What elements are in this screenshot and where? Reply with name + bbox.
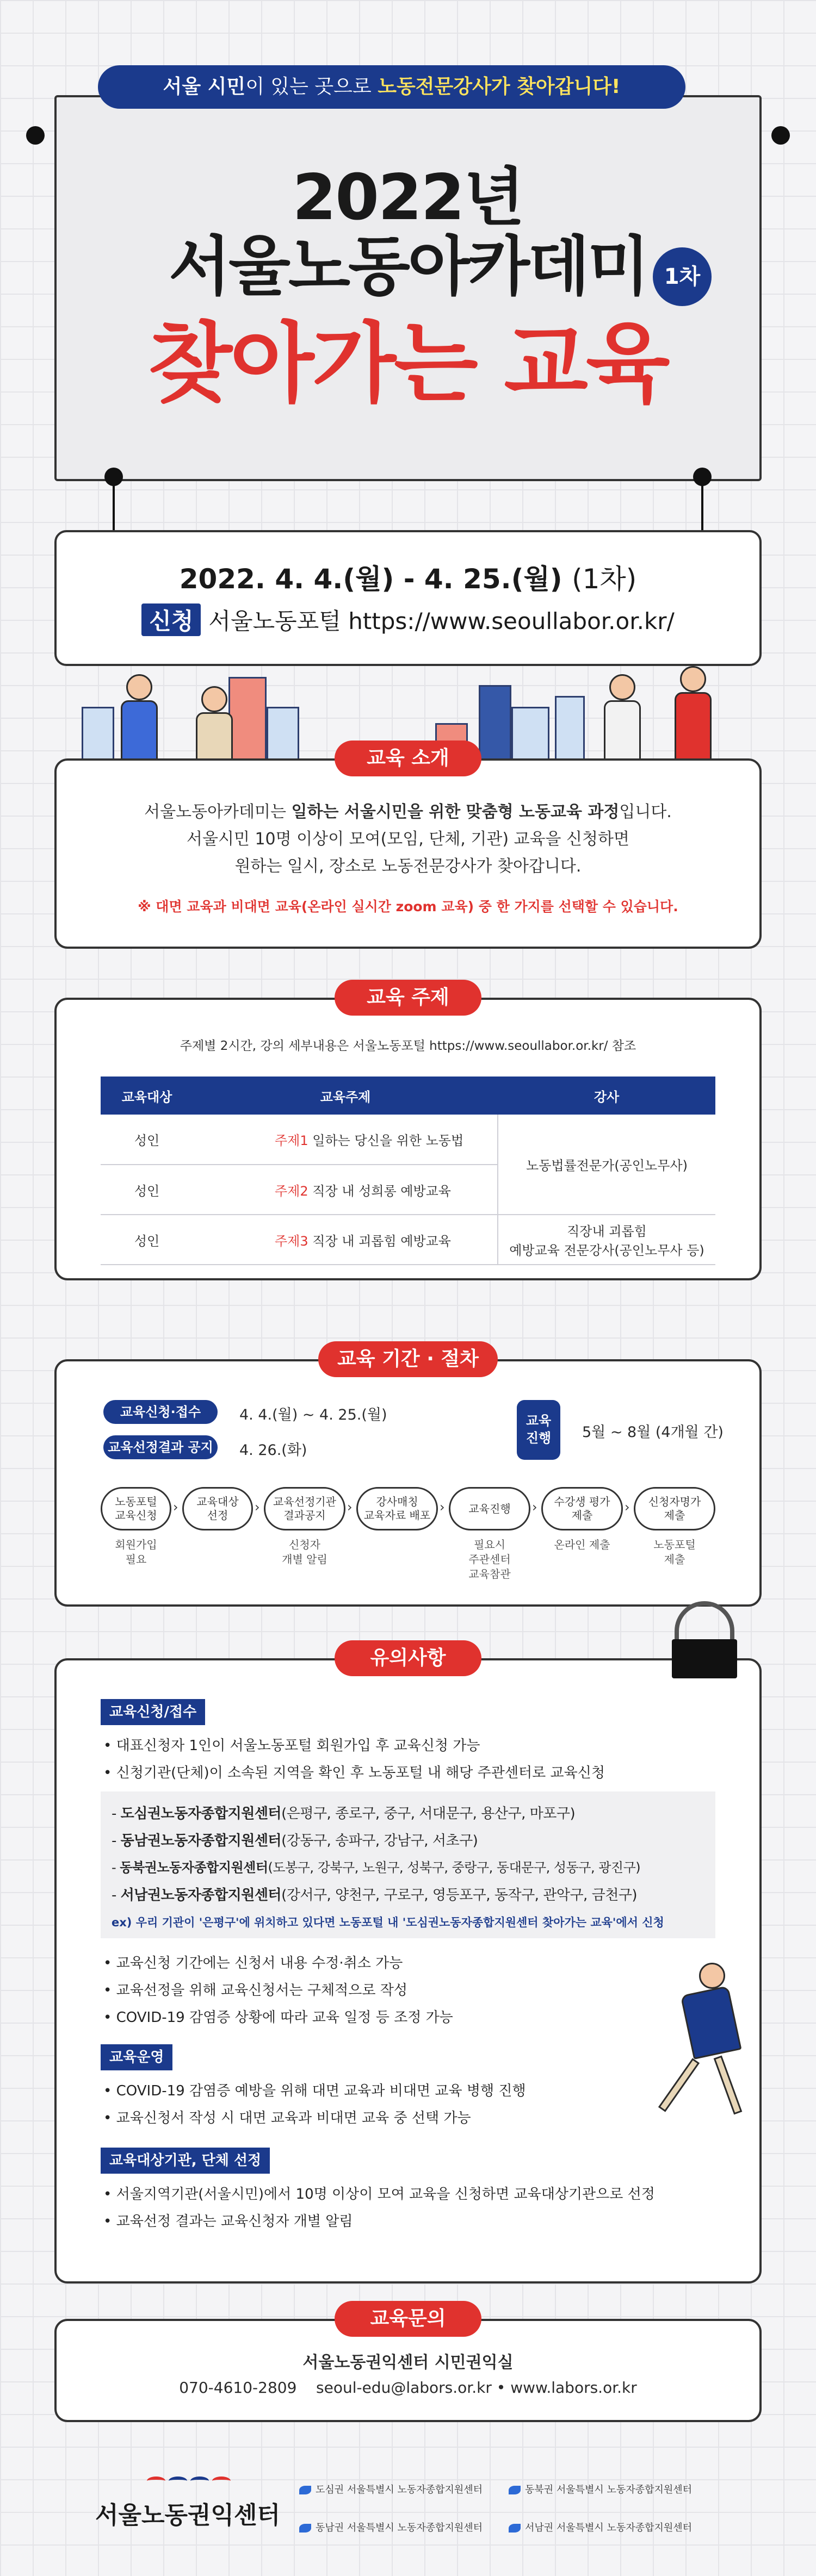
bullet: • 신청기관(단체)이 소속된 지역을 확인 후 노동포털 내 해당 주관센터로 교육신청 xyxy=(103,1765,605,1781)
center-item: - 서남권노동자종합지원센터(강서구, 양천구, 구로구, 영등포구, 동작구, 관악구, 금천구) xyxy=(112,1887,638,1903)
bullet: • 교육신청서 작성 시 대면 교육과 비대면 교육 중 선택 가능 xyxy=(103,2110,471,2126)
center-logo-dosim: 도심권 서울특별시 노동자종합지원센터 xyxy=(299,2482,483,2496)
apply-link[interactable]: 서울노동포털 https://www.seoullabor.or.kr/ xyxy=(208,608,675,634)
arrow-right-icon: › xyxy=(255,1499,260,1515)
pin-icon xyxy=(771,126,790,145)
pin-string xyxy=(701,484,703,533)
step-box: 교육진행 xyxy=(449,1487,530,1530)
topics-table xyxy=(101,1077,715,1265)
contact-org: 서울노동권익센터 시민권익실 xyxy=(302,2353,514,2372)
step-box: 강사매칭 교육자료 배포 xyxy=(356,1487,438,1530)
contact-title: 교육문의 xyxy=(335,2301,481,2337)
schedule-card xyxy=(54,1359,762,1607)
center-mark-icon xyxy=(509,2486,521,2494)
operation-subhead: 교육운영 xyxy=(101,2044,172,2070)
apply-line xyxy=(54,603,762,636)
period-card xyxy=(54,530,762,666)
person-icon xyxy=(609,674,635,700)
intro-line2: 서울시민 10명 이상이 모여(모임, 단체, 기관) 교육을 신청하면 xyxy=(187,830,629,849)
apply-period-value: 4. 4.(월) ~ 4. 25.(월) xyxy=(239,1407,387,1423)
footer-logo-text: 서울노동권익센터 xyxy=(95,2502,281,2529)
title-visiting-education: 찾아가는 교육 xyxy=(148,313,668,414)
contact-website[interactable]: www.labors.or.kr xyxy=(510,2379,637,2397)
col-target: 교육대상 xyxy=(101,1077,193,1115)
table-row: 성인 주제1 일하는 당신을 위한 노동법 노동법률전문가(공인노무사) xyxy=(101,1115,715,1165)
arrow-right-icon: › xyxy=(532,1499,537,1515)
logo-wave-icon xyxy=(147,2477,165,2485)
table-row: 성인 주제2 직장 내 성희롱 예방교육 xyxy=(101,1165,715,1215)
arrow-right-icon: › xyxy=(347,1499,353,1515)
schedule-title: 교육 기간 · 절차 xyxy=(318,1341,498,1377)
topics-title: 교육 주제 xyxy=(335,980,481,1016)
apply-tag: 신청 xyxy=(141,603,201,636)
bullet: • 교육선정을 위해 교육신청서는 구체적으로 작성 xyxy=(103,1982,407,1999)
bullet: • COVID-19 감염증 상황에 따라 교육 일정 등 조정 가능 xyxy=(103,2009,453,2026)
top-banner xyxy=(98,65,685,109)
banner-highlight: 노동전문강사가 찾아갑니다! xyxy=(378,76,621,98)
bullet: • 대표신청자 1인이 서울노동포털 회원가입 후 교육신청 가능 xyxy=(103,1738,480,1754)
binder-clip-body xyxy=(672,1639,737,1678)
contact-email[interactable]: seoul-edu@labors.or.kr xyxy=(316,2379,492,2397)
instructor-cell: 직장내 괴롭힘 예방교육 전문강사(공인노무사 등) xyxy=(498,1215,715,1265)
contact-phone[interactable]: 070-4610-2809 xyxy=(179,2379,297,2397)
step-box: 수강생 평가 제출 xyxy=(541,1487,623,1530)
step-note: 온라인 제출 xyxy=(554,1538,610,1551)
round-badge: 1차 xyxy=(653,247,712,306)
pin-icon xyxy=(26,126,45,145)
arrow-right-icon: › xyxy=(173,1499,178,1515)
table-row: 성인 주제3 직장 내 괴롭힘 예방교육 직장내 괴롭힘 예방교육 전문강사(공인노무사 등) xyxy=(101,1215,715,1265)
instructor-cell: 노동법률전문가(공인노무사) xyxy=(498,1115,715,1215)
center-item: - 동북권노동자종합지원센터(도봉구, 강북구, 노원구, 성북구, 중랑구, 동대문구, 성동구, 광진구) xyxy=(112,1860,641,1875)
banner-citizen: 서울 시민 xyxy=(163,76,246,98)
apply-period-label: 교육신청·접수 xyxy=(103,1400,218,1424)
title-academy: 서울노동아카데미 xyxy=(169,229,647,304)
center-logo-dongbuk: 동북권 서울특별시 노동자종합지원센터 xyxy=(509,2482,692,2496)
intro-line1: 서울노동아카데미는 일하는 서울시민을 위한 맞춤형 노동교육 과정입니다. xyxy=(144,802,672,822)
col-instructor: 강사 xyxy=(498,1077,715,1115)
pin-icon xyxy=(693,468,712,486)
person-icon xyxy=(126,674,152,700)
intro-note: ※ 대면 교육과 비대면 교육(온라인 실시간 zoom 교육) 중 한 가지를 선택할 수 있습니다. xyxy=(138,899,678,914)
arrow-right-icon: › xyxy=(440,1499,445,1515)
person-icon xyxy=(699,1963,725,1989)
step-note: 신청자 개별 알림 xyxy=(282,1538,327,1566)
step-box: 교육대상 선정 xyxy=(182,1487,253,1530)
center-mark-icon xyxy=(509,2524,521,2533)
selection-subhead: 교육대상기관, 단체 선정 xyxy=(101,2148,270,2174)
col-topic: 교육주제 xyxy=(193,1077,498,1115)
step-note: 필요시 주관센터 교육참관 xyxy=(468,1538,511,1581)
result-notice-value: 4. 26.(화) xyxy=(239,1442,307,1459)
step-box: 신청자명가 제출 xyxy=(634,1487,715,1530)
center-logo-seonam: 서남권 서울특별시 노동자종합지원센터 xyxy=(509,2520,692,2534)
contact-details: 070-4610-2809 seoul-edu@labors.or.kr • www.labors.or.kr xyxy=(179,2379,637,2397)
center-mark-icon xyxy=(299,2524,311,2533)
banner-mid: 이 있는 곳으로 xyxy=(245,76,378,98)
topics-subtitle: 주제별 2시간, 강의 세부내용은 서울노동포털 https://www.seoullabor.or.kr/ 참조 xyxy=(180,1039,636,1053)
bullet: • 교육선정 결과는 교육신청자 개별 알림 xyxy=(103,2213,353,2230)
progress-label: 교육 진행 xyxy=(517,1400,560,1460)
apply-subhead: 교육신청/접수 xyxy=(101,1699,205,1725)
bullet: • 교육신청 기간에는 신청서 내용 수정·취소 가능 xyxy=(103,1955,403,1971)
center-mark-icon xyxy=(299,2486,311,2494)
person-icon xyxy=(680,666,706,692)
pin-icon xyxy=(104,468,123,486)
example-note: ex) 우리 기관이 '은평구'에 위치하고 있다면 노동포털 내 '도심권노동자종합지원센터 찾아가는 교육'에서 신청 xyxy=(112,1916,664,1929)
step-box: 노동포털 교육신청 xyxy=(101,1487,171,1530)
step-note: 회원가입 필요 xyxy=(115,1538,157,1566)
step-box: 교육선정기관 결과공지 xyxy=(264,1487,345,1530)
bullet: • 서울지역기관(서울시민)에서 10명 이상이 모여 교육을 신청하면 교육대상기관으로 선정 xyxy=(103,2186,655,2202)
notes-title: 유의사항 xyxy=(335,1640,481,1676)
center-item: - 동남권노동자종합지원센터(강동구, 송파구, 강남구, 서초구) xyxy=(112,1833,478,1849)
title-year: 2022년 xyxy=(292,161,524,234)
intro-line3: 원하는 일시, 장소로 노동전문강사가 찾아갑니다. xyxy=(234,857,582,876)
pin-string xyxy=(113,484,115,533)
period-dates: 2022. 4. 4.(월) - 4. 25.(월) (1차) xyxy=(179,563,637,595)
arrow-right-icon: › xyxy=(625,1499,630,1515)
bullet: • COVID-19 감염증 예방을 위해 대면 교육과 비대면 교육 병행 진행 xyxy=(103,2083,526,2099)
step-note: 노동포털 제출 xyxy=(653,1538,696,1566)
center-item: - 도심권노동자종합지원센터(은평구, 종로구, 중구, 서대문구, 용산구, 마포구) xyxy=(112,1806,576,1822)
intro-title: 교육 소개 xyxy=(335,741,481,776)
result-notice-label: 교육선정결과 공지 xyxy=(103,1435,218,1459)
center-logo-dongnam: 동남권 서울특별시 노동자종합지원센터 xyxy=(299,2520,483,2534)
person-icon xyxy=(201,686,227,712)
progress-value: 5월 ~ 8월 (4개월 간) xyxy=(582,1424,724,1441)
